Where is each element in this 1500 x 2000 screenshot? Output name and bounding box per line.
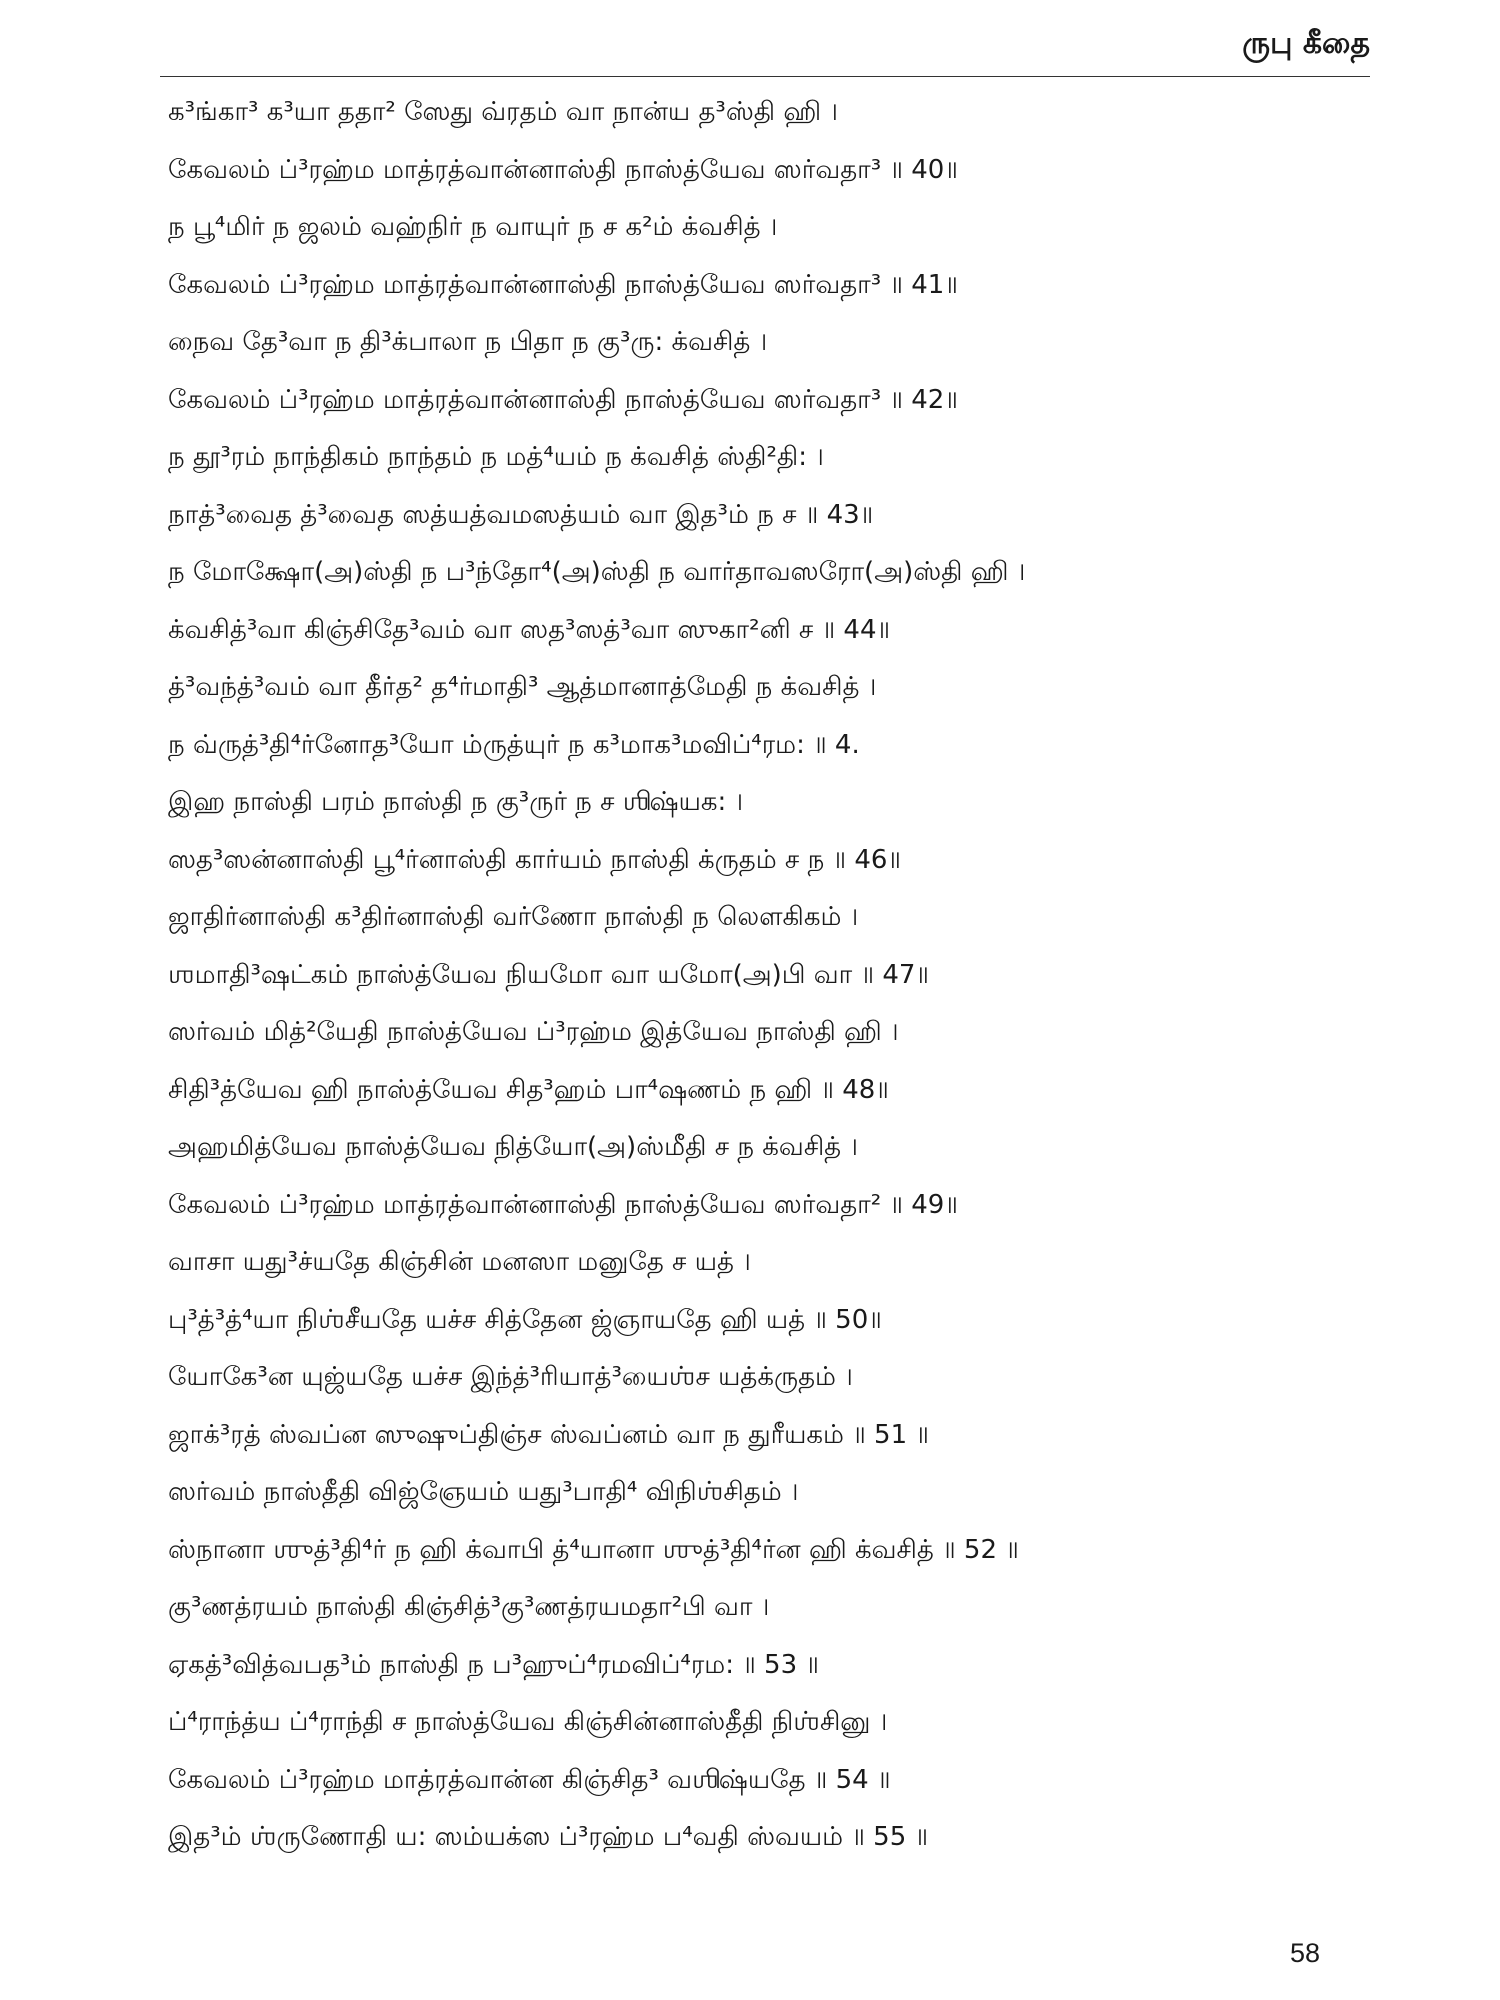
verse-line: கு³ணத்ரயம் நாஸ்தி கிஞ்சித்³கு³ணத்ரயமதா²பி வா ।: [168, 1592, 770, 1622]
verse-line: இஹ நாஸ்தி பரம் நாஸ்தி ந கு³ருர் ந ச ஶிஷ்யக: ।: [168, 787, 744, 817]
verse-line: க்வசித்³வா கிஞ்சிதே³வம் வா ஸத³ஸத்³வா ஸுகா²னி ச ॥ 44॥: [168, 614, 891, 645]
verse-line: ஏகத்³வித்வபத³ம் நாஸ்தி ந ப³ஹுப்⁴ரமவிப்⁴ரம: ॥ 53 ॥: [168, 1649, 819, 1680]
page-number: 58: [1289, 1938, 1320, 1968]
verse-line: யோகே³ன யுஜ்யதே யச்ச இந்த்³ரியாத்³யைஶ்ச யத்க்ருதம் ।: [168, 1362, 853, 1392]
verse-line: ஜாக்³ரத் ஸ்வப்ன ஸுஷுப்திஞ்ச ஸ்வப்னம் வா ந துரீயகம் ॥ 51 ॥: [168, 1419, 929, 1450]
verse-line: கேவலம் ப்³ரஹ்ம மாத்ரத்வான்னாஸ்தி நாஸ்த்யேவ ஸர்வதா³ ॥ 41॥: [168, 269, 958, 300]
verse-line: ஸர்வம் நாஸ்தீதி விஜ்ஞேயம் யது³பாதி⁴ விநிஶ்சிதம் ।: [168, 1477, 799, 1507]
verse-line: ந வ்ருத்³தி⁴ர்னோத³யோ ம்ருத்யுர் ந க³மாக³மவிப்⁴ரம: ॥ 4.: [168, 729, 860, 760]
verse-line: ஶமாதி³ஷட்கம் நாஸ்த்யேவ நியமோ வா யமோ(அ)பி வா ॥ 47॥: [168, 959, 929, 990]
verse-line: சிதி³த்யேவ ஹி நாஸ்த்யேவ சித³ஹம் பா⁴ஷணம் ந ஹி ॥ 48॥: [168, 1074, 889, 1105]
verse-line: கேவலம் ப்³ரஹ்ம மாத்ரத்வான்னாஸ்தி நாஸ்த்யேவ ஸர்வதா³ ॥ 40॥: [168, 154, 958, 185]
verse-line: க³ங்கா³ க³யா ததா² ஸேது வ்ரதம் வா நான்ய த³ஸ்தி ஹி ।: [168, 97, 838, 127]
verse-line: பு³த்³த்⁴யா நிஶ்சீயதே யச்ச சித்தேன ஜ்ஞாயதே ஹி யத் ॥ 50॥: [168, 1304, 882, 1335]
verse-line: கேவலம் ப்³ரஹ்ம மாத்ரத்வான்னாஸ்தி நாஸ்த்யேவ ஸர்வதா³ ॥ 42॥: [168, 384, 958, 415]
verse-line: கேவலம் ப்³ரஹ்ம மாத்ரத்வான்னாஸ்தி நாஸ்த்யேவ ஸர்வதா² ॥ 49॥: [168, 1189, 958, 1220]
verse-line: கேவலம் ப்³ரஹ்ம மாத்ரத்வான்ன கிஞ்சித³ வஶிஷ்யதே ॥ 54 ॥: [168, 1764, 891, 1795]
verse-line: ந மோக்ஷோ(அ)ஸ்தி ந ப³ந்தோ⁴(அ)ஸ்தி ந வார்தாவஸரோ(அ)ஸ்தி ஹி ।: [168, 557, 1026, 587]
verse-line: நாத்³வைத த்³வைத ஸத்யத்வமஸத்யம் வா இத³ம் ந ச ॥ 43॥: [168, 499, 874, 530]
running-header-title: ருபு கீதை: [1242, 26, 1370, 61]
verse-line: அஹமித்யேவ நாஸ்த்யேவ நித்யோ(அ)ஸ்மீதி ச ந க்வசித் ।: [168, 1132, 858, 1162]
verse-block: [168, 84, 1368, 1867]
verse-line: ஸ்நானா ஶுத்³தி⁴ர் ந ஹி க்வாபி த்⁴யானா ஶுத்³தி⁴ர்ன ஹி க்வசித் ॥ 52 ॥: [168, 1534, 1019, 1565]
verse-line: ஸத³ஸன்னாஸ்தி பூ⁴ர்னாஸ்தி கார்யம் நாஸ்தி க்ருதம் ச ந ॥ 46॥: [168, 844, 901, 875]
verse-line: நைவ தே³வா ந தி³க்பாலா ந பிதா ந கு³ரு: க்வசித் ।: [168, 327, 768, 357]
verse-line: ப்⁴ராந்த்ய ப்⁴ராந்தி ச நாஸ்த்யேவ கிஞ்சின்னாஸ்தீதி நிஶ்சினு ।: [168, 1707, 888, 1737]
verse-line: ந பூ⁴மிர் ந ஜலம் வஹ்நிர் ந வாயுர் ந ச க²ம் க்வசித் ।: [168, 212, 778, 242]
verse-line: ந தூ³ரம் நாந்திகம் நாந்தம் ந மத்⁴யம் ந க்வசித் ஸ்தி²தி: ।: [168, 442, 824, 472]
verse-line: வாசா யது³ச்யதே கிஞ்சின் மனஸா மனுதே ச யத் ।: [168, 1247, 751, 1277]
verse-line: இத³ம் ஶ்ருணோதி ய: ஸம்யக்ஸ ப்³ரஹ்ம ப⁴வதி ஸ்வயம் ॥ 55 ॥: [168, 1822, 929, 1852]
verse-line: த்³வந்த்³வம் வா தீர்த² த⁴ர்மாதி³ ஆத்மானாத்மேதி ந க்வசித் ।: [168, 672, 877, 702]
verse-line: ஸர்வம் மித்²யேதி நாஸ்த்யேவ ப்³ரஹ்ம இத்யேவ நாஸ்தி ஹி ।: [168, 1017, 899, 1047]
verse-line: ஜாதிர்னாஸ்தி க³திர்னாஸ்தி வர்ணோ நாஸ்தி ந லௌகிகம் ।: [168, 902, 859, 932]
header-rule: [160, 76, 1370, 77]
